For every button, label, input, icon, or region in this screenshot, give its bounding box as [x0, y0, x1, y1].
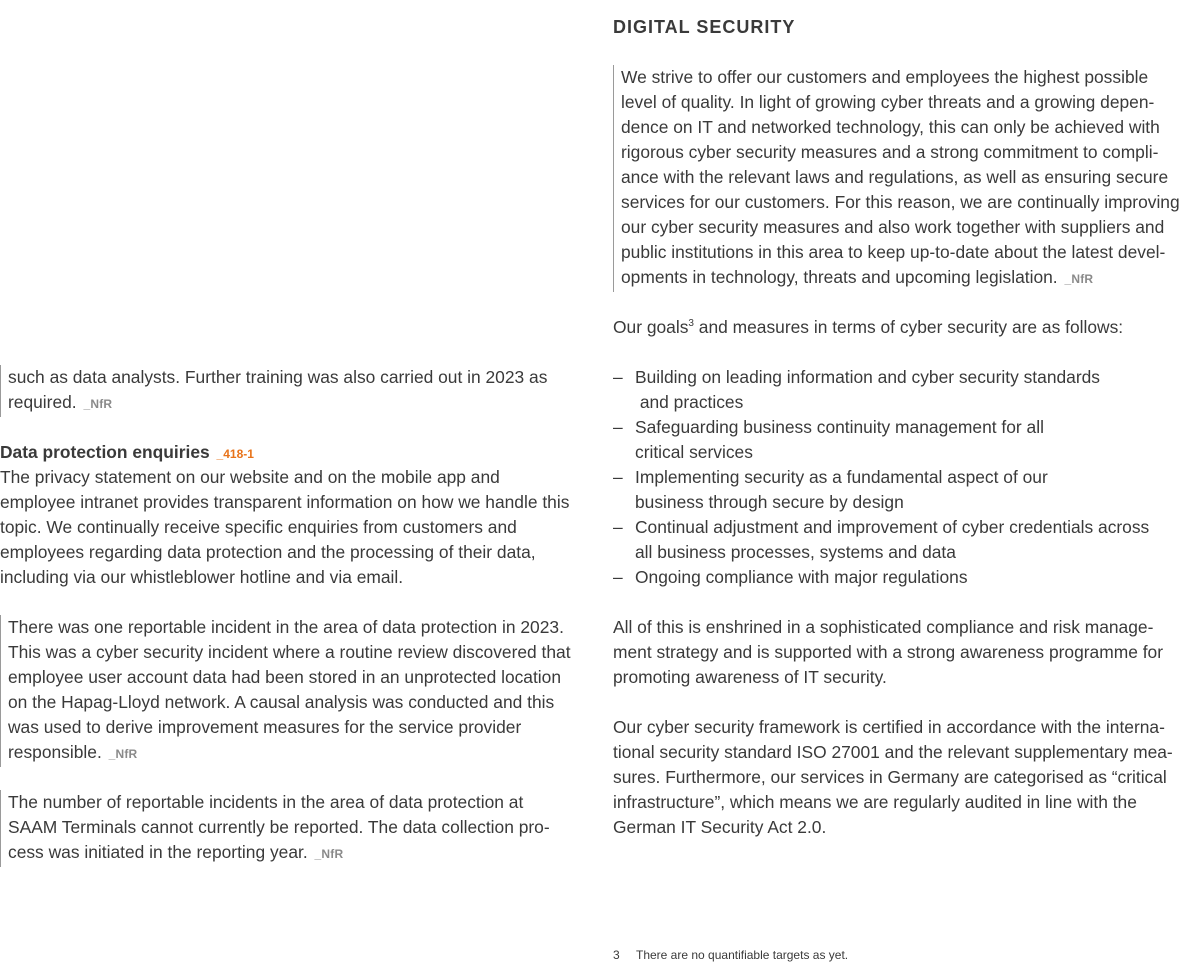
text-line: Building on leading information and cyber security standards [635, 367, 1100, 387]
text-fragment: opments in technology, threats and upcoming legislation. [621, 267, 1058, 287]
text-line: employees regarding data protection and the processing of their data, [0, 542, 536, 562]
list-item [613, 515, 1149, 565]
text-line: and practices [635, 392, 744, 412]
text-line: infrastructure”, which means we are regularly audited in line with the [613, 792, 1137, 812]
goals-intro [613, 315, 1123, 340]
text-line [621, 265, 1180, 292]
text-line [8, 740, 571, 767]
incident-nfr-block [0, 615, 571, 767]
text-fragment: required. [8, 392, 77, 412]
footnote-text: There are no quantifiable targets as yet. [636, 948, 849, 962]
data-protection-heading [0, 440, 254, 467]
text-line: sures. Furthermore, our services in Germany are categorised as “critical [613, 767, 1167, 787]
text-line: employee user account data had been stored in an unprotected location [8, 667, 562, 687]
text-line: Our cyber security framework is certified in accordance with the interna- [613, 717, 1165, 737]
text-fragment: cess was initiated in the reporting year. [8, 842, 308, 862]
footnote-ref[interactable]: 3 [688, 318, 694, 330]
list-item [613, 565, 1149, 590]
text-line: SAAM Terminals cannot currently be reported. The data collection pro- [8, 817, 550, 837]
text-line: rigorous cyber security measures and a strong commitment to compli- [621, 142, 1159, 162]
text-line: such as data analysts. Further training was also carried out in 2023 as [8, 367, 548, 387]
text-line: our cyber security measures and also work together with suppliers and [621, 217, 1165, 237]
list-item [613, 365, 1149, 415]
dash-bullet: – [613, 417, 623, 437]
text-line: Continual adjustment and improvement of cyber credentials across [635, 517, 1150, 537]
dash-bullet: – [613, 367, 623, 387]
gri-tag: _418-1 [216, 447, 254, 461]
text-line: ment strategy and is supported with a strong awareness programme for [613, 642, 1164, 662]
text-line: business through secure by design [635, 492, 904, 512]
nfr-tag: _NfR [108, 747, 138, 761]
nfr-tag: _NfR [1064, 272, 1094, 286]
text-line: German IT Security Act 2.0. [613, 817, 827, 837]
text-line: including via our whistleblower hotline and via email. [0, 567, 404, 587]
goals-list [613, 365, 1149, 590]
text-line: on the Hapag-Lloyd network. A causal analysis was conducted and this [8, 692, 555, 712]
text-line [8, 840, 550, 867]
list-item [613, 465, 1149, 515]
framework-paragraph [613, 715, 1173, 840]
text-line: ance with the relevant laws and regulations, as well as ensuring secure [621, 167, 1169, 187]
data-protection-paragraph [0, 465, 569, 590]
text-fragment: responsible. [8, 742, 102, 762]
text-line: promoting awareness of IT security. [613, 667, 887, 687]
list-item [613, 415, 1149, 465]
dash-bullet: – [613, 467, 623, 487]
text-fragment: Our goals [613, 317, 689, 337]
strategy-paragraph [613, 615, 1163, 690]
text-line: was used to derive improvement measures for the service provider [8, 717, 522, 737]
text-line: All of this is enshrined in a sophisticated compliance and risk manage- [613, 617, 1154, 637]
saam-nfr-block [0, 790, 550, 867]
text-line: topic. We continually receive specific enquiries from customers and [0, 517, 517, 537]
heading-text: Data protection enquiries [0, 442, 210, 462]
text-line: services for our customers. For this reason, we are continually improving [621, 192, 1180, 212]
text-line: Implementing security as a fundamental aspect of our [635, 467, 1048, 487]
text-line: The number of reportable incidents in the area of data protection at [8, 792, 524, 812]
text-line: public institutions in this area to keep up-to-date about the latest devel- [621, 242, 1166, 262]
text-line [613, 315, 1123, 340]
dash-bullet: – [613, 567, 623, 587]
text-fragment: and measures in terms of cyber security are as follows: [693, 317, 1124, 337]
text-line: dence on IT and networked technology, this can only be achieved with [621, 117, 1160, 137]
training-nfr-block [0, 365, 547, 417]
footnote-number: 3 [613, 948, 620, 962]
text-line: critical services [635, 442, 753, 462]
quality-nfr-block [613, 65, 1180, 292]
dash-bullet: – [613, 517, 623, 537]
text-line: Safeguarding business continuity management for all [635, 417, 1044, 437]
text-line [8, 390, 547, 417]
footnote [613, 947, 848, 963]
text-line: level of quality. In light of growing cyber threats and a growing depen- [621, 92, 1155, 112]
text-line: Ongoing compliance with major regulations [635, 567, 968, 587]
text-line: This was a cyber security incident where a routine review discovered that [8, 642, 571, 662]
text-line: The privacy statement on our website and on the mobile app and [0, 467, 500, 487]
text-line: all business processes, systems and data [635, 542, 956, 562]
nfr-tag: _NfR [83, 397, 113, 411]
text-line: employee intranet provides transparent information on how we handle this [0, 492, 570, 512]
nfr-tag: _NfR [314, 847, 344, 861]
text-line: tional security standard ISO 27001 and the relevant supplementary mea- [613, 742, 1173, 762]
text-line: We strive to offer our customers and employees the highest possible [621, 67, 1149, 87]
text-line: There was one reportable incident in the area of data protection in 2023. [8, 617, 564, 637]
section-title: DIGITAL SECURITY [613, 17, 796, 37]
